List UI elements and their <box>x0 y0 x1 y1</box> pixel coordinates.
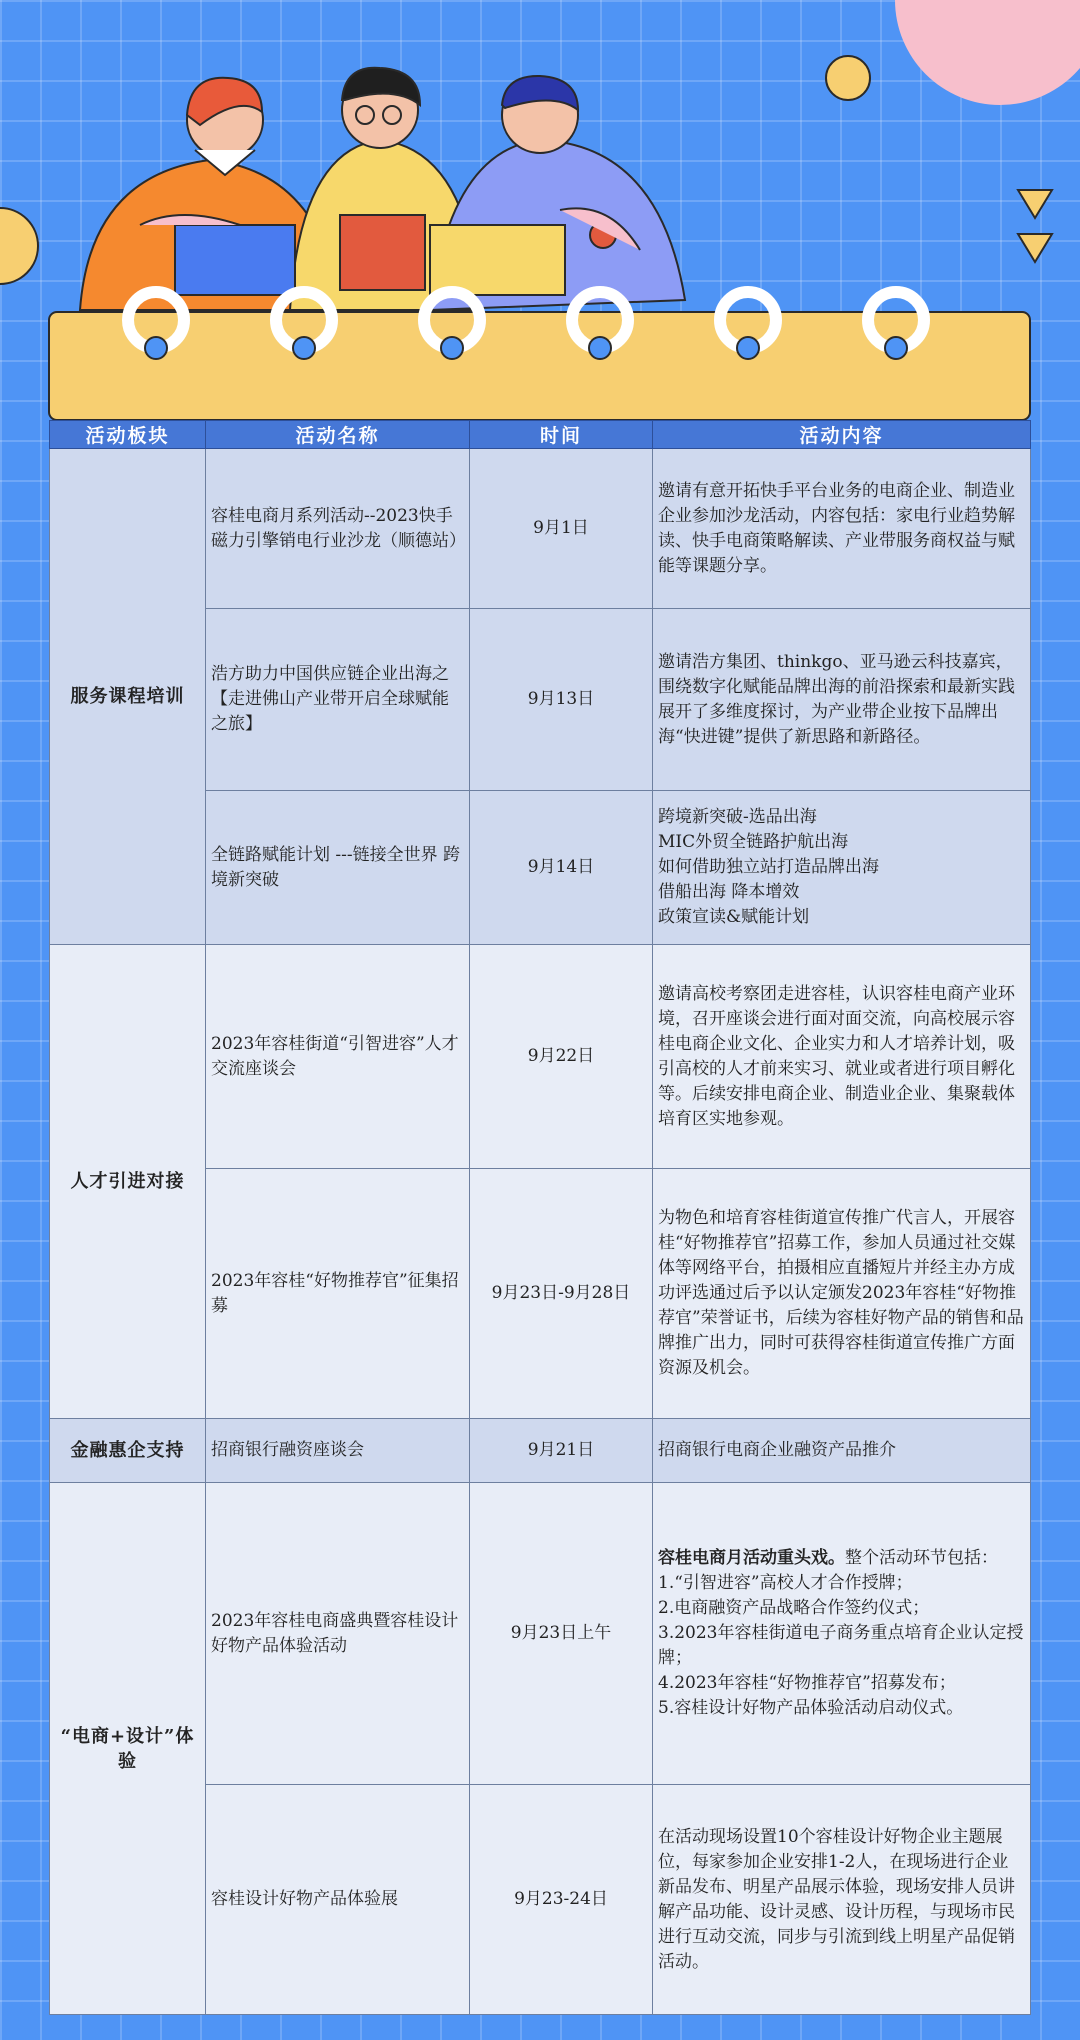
pink-circle-deco <box>895 0 1080 105</box>
activity-name: 全链路赋能计划 ---链接全世界 跨境新突破 <box>206 791 470 945</box>
content-line: 跨境新突破-选品出海 <box>658 807 817 827</box>
activity-time: 9月13日 <box>470 609 653 791</box>
content-line: 2.电商融资产品战略合作签约仪式； <box>658 1598 930 1618</box>
header-content: 活动内容 <box>653 421 1031 449</box>
activity-name: 2023年容桂“好物推荐官”征集招募 <box>206 1169 470 1419</box>
header-illustration <box>0 0 1080 430</box>
activity-name: 2023年容桂电商盛典暨容桂设计好物产品体验活动 <box>206 1483 470 1785</box>
activity-time: 9月14日 <box>470 791 653 945</box>
table-row <box>50 945 1031 1169</box>
activity-time: 9月1日 <box>470 449 653 609</box>
table-row <box>50 1483 1031 1785</box>
activity-content: 邀请高校考察团走进容桂，认识容桂电商产业环境，召开座谈会进行面对面交流，向高校展示容桂电商企业文化、企业实力和人才培养计划，吸引高校的人才前来实习、就业或者进行项目孵化等。后续安排电商企业、制造业企业、集聚载体培育区实地参观。 <box>653 945 1031 1169</box>
left-half-circle-deco <box>0 208 38 284</box>
activity-name: 2023年容桂街道“引智进容”人才交流座谈会 <box>206 945 470 1169</box>
triangle-deco <box>1018 234 1052 262</box>
calendar-header <box>49 312 1030 420</box>
content-line: 如何借助独立站打造品牌出海 <box>658 857 879 877</box>
content-line: 借船出海 降本增效 <box>658 882 800 902</box>
content-line: 政策宣读&赋能计划 <box>658 907 810 927</box>
activity-time: 9月21日 <box>470 1419 653 1483</box>
triangle-deco <box>1018 190 1052 218</box>
activity-name: 招商银行融资座谈会 <box>206 1419 470 1483</box>
activity-content: 招商银行电商企业融资产品推介 <box>653 1419 1031 1483</box>
activity-table <box>49 420 1031 2015</box>
content-line: 5.容桂设计好物产品体验活动启动仪式。 <box>658 1698 964 1718</box>
header-section: 活动板块 <box>50 421 206 449</box>
table-row <box>50 1419 1031 1483</box>
section-cell: 人才引进对接 <box>50 945 206 1419</box>
activity-table-container <box>49 420 1030 2012</box>
content-line: 4.2023年容桂“好物推荐官”招募发布； <box>658 1673 956 1693</box>
activity-content: 邀请浩方集团、thinkgo、亚马逊云科技嘉宾，围绕数字化赋能品牌出海的前沿探索和最新实践展开了多维度探讨，为产业带企业按下品牌出海“快进键”提供了新思路和新路径。 <box>653 609 1031 791</box>
content-lead: 容桂电商月活动重头戏。 <box>658 1548 845 1568</box>
activity-time: 9月23日-9月28日 <box>470 1169 653 1419</box>
section-cell: 服务课程培训 <box>50 449 206 945</box>
table-row <box>50 449 1031 609</box>
activity-content: 为物色和培育容桂街道宣传推广代言人，开展容桂“好物推荐官”招募工作，参加人员通过社交媒体等网络平台，拍摄相应直播短片并经主办方成功评选通过后予以认定颁发2023年容桂“好物推荐官”荣誉证书，后续为容桂好物产品的销售和品牌推广出力，同时可获得容桂街道宣传推广方面资源及机会。 <box>653 1169 1031 1419</box>
activity-content <box>653 1483 1031 1785</box>
activity-content: 在活动现场设置10个容桂设计好物企业主题展位，每家参加企业安排1-2人，在现场进行企业新品发布、明星产品展示体验，现场安排人员讲解产品功能、设计灵感、设计历程，与现场市民进行互动交流，同步与引流到线上明星产品促销活动。 <box>653 1785 1031 2015</box>
content-line: MIC外贸全链路护航出海 <box>658 832 849 852</box>
table-header-row <box>50 421 1031 449</box>
activity-content: 邀请有意开拓快手平台业务的电商企业、制造业企业参加沙龙活动，内容包括：家电行业趋势解读、快手电商策略解读、产业带服务商权益与赋能等课题分享。 <box>653 449 1031 609</box>
activity-time: 9月23日上午 <box>470 1483 653 1785</box>
header-time: 时间 <box>470 421 653 449</box>
content-rest: 整个活动环节包括：1.“引智进容”高校人才合作授牌； <box>658 1548 998 1593</box>
activity-name: 容桂电商月系列活动--2023快手磁力引擎销电行业沙龙（顺德站） <box>206 449 470 609</box>
activity-name: 容桂设计好物产品体验展 <box>206 1785 470 2015</box>
activity-time: 9月22日 <box>470 945 653 1169</box>
activity-time: 9月23-24日 <box>470 1785 653 2015</box>
section-cell: “电商+设计”体验 <box>50 1483 206 2015</box>
header-name: 活动名称 <box>206 421 470 449</box>
section-cell: 金融惠企支持 <box>50 1419 206 1483</box>
readers-icon <box>80 68 685 310</box>
activity-name: 浩方助力中国供应链企业出海之【走进佛山产业带开启全球赋能之旅】 <box>206 609 470 791</box>
content-line: 3.2023年容桂街道电子商务重点培育企业认定授牌； <box>658 1623 1024 1668</box>
activity-content <box>653 791 1031 945</box>
yellow-dot-deco <box>826 56 870 100</box>
